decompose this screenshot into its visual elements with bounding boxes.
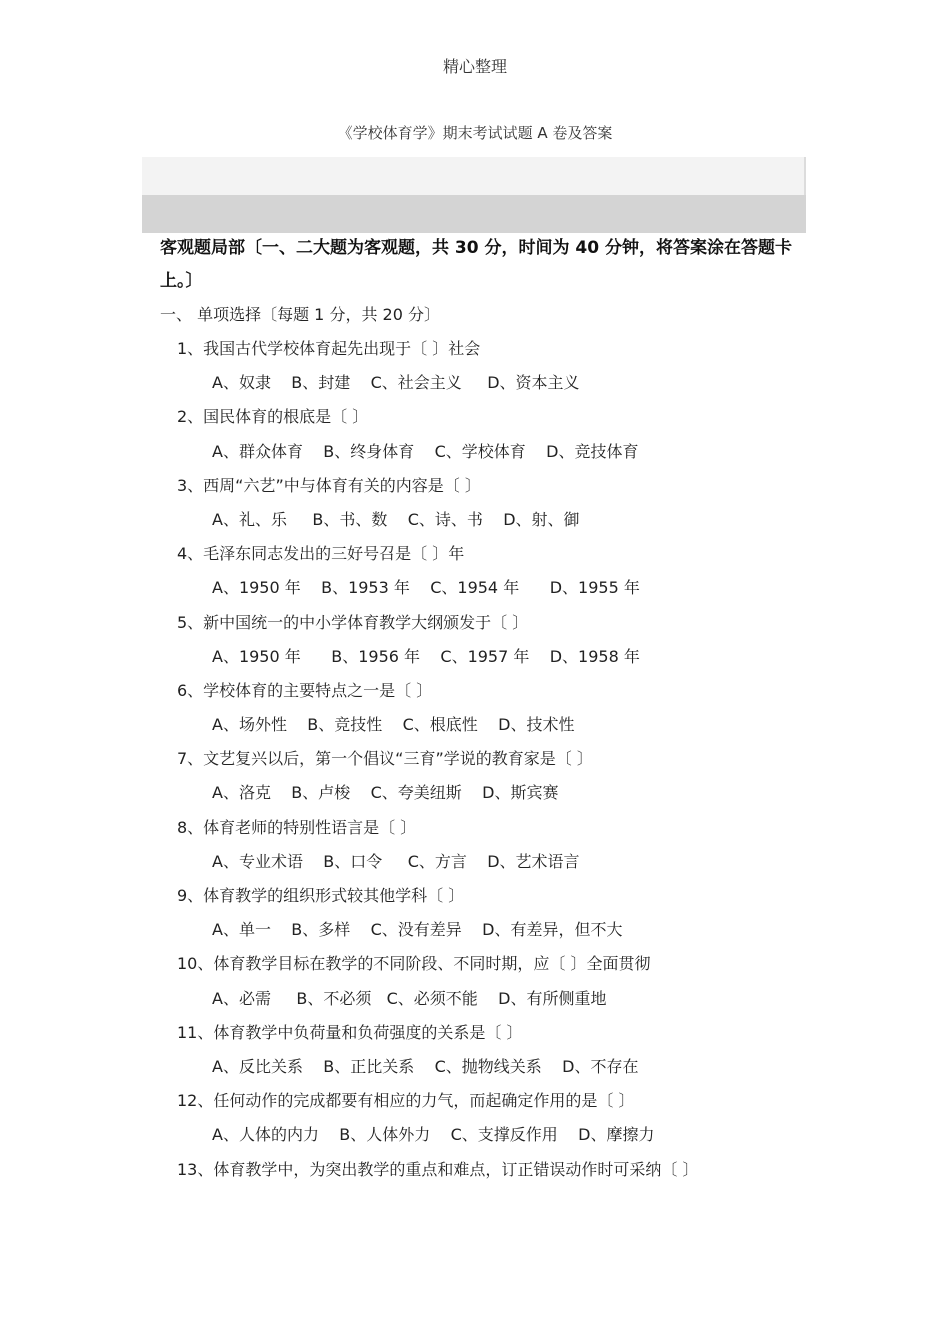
question-options: A、场外性 B、竞技性 C、根底性 D、技术性	[212, 715, 575, 735]
question-7	[160, 745, 820, 813]
score-table	[142, 157, 806, 233]
question-11	[160, 1019, 820, 1087]
question-options: A、反比关系 B、正比关系 C、抛物线关系 D、不存在	[212, 1056, 639, 1076]
question-3	[160, 472, 820, 540]
question-stem: 6、学校体育的主要特点之一是〔 〕	[177, 680, 433, 700]
question-9	[160, 882, 820, 950]
question-13	[160, 1156, 820, 1190]
question-stem: 8、体育老师的特别性语言是〔 〕	[177, 817, 417, 837]
question-options: A、奴隶 B、封建 C、社会主义 D、资本主义	[212, 373, 580, 393]
question-stem: 12、任何动作的完成都要有相应的力气，而起确定作用的是〔 〕	[177, 1091, 635, 1111]
question-6	[160, 677, 820, 745]
question-1	[160, 335, 820, 403]
question-stem: 1、我国古代学校体育起先出现于〔 〕社会	[177, 339, 481, 358]
question-stem: 7、文艺复兴以后，第一个倡议“三育”学说的教育家是〔 〕	[177, 749, 593, 769]
question-list	[160, 335, 820, 1190]
question-stem: 5、新中国统一的中小学体育教学大纲颁发于〔 〕	[177, 612, 529, 632]
page-header-label: 精心整理	[442, 57, 507, 76]
question-stem: 10、体育教学目标在教学的不同阶段、不同时期，应〔 〕全面贯彻	[177, 954, 651, 974]
question-options: A、礼、乐 B、书、数 C、诗、书 D、射、御	[212, 509, 580, 529]
question-stem: 2、国民体育的根底是〔 〕	[177, 407, 369, 427]
section-heading-single-choice: 一、 单项选择〔每题 1 分，共 20 分〕	[160, 305, 440, 324]
question-options: A、必需 B、不必须 C、必须不能 D、有所侧重地	[212, 988, 607, 1008]
question-4	[160, 540, 820, 608]
question-stem: 11、体育教学中负荷量和负荷强度的关系是〔 〕	[177, 1022, 523, 1042]
question-10	[160, 950, 820, 1018]
score-table-row-top	[142, 157, 806, 195]
question-stem: 9、体育教学的组织形式较其他学科〔 〕	[177, 886, 465, 905]
question-5	[160, 609, 820, 677]
objective-section-note: 客观题局部〔一、二大题为客观题，共 30 分，时间为 40 分钟，将答案涂在答题卡上。〕	[160, 238, 792, 291]
document-title: 《学校体育学》期末考试试题 A 卷及答案	[337, 124, 613, 142]
question-options: A、1950 年 B、1953 年 C、1954 年 D、1955 年	[212, 578, 640, 598]
question-2	[160, 403, 820, 471]
question-options: A、人体的内力 B、人体外力 C、支撑反作用 D、摩擦力	[212, 1125, 655, 1145]
question-options: A、单一 B、多样 C、没有差异 D、有差异，但不大	[212, 920, 623, 940]
question-12	[160, 1087, 820, 1155]
question-stem: 3、西周“六艺”中与体育有关的内容是〔 〕	[177, 475, 481, 495]
question-options: A、群众体育 B、终身体育 C、学校体育 D、竞技体育	[212, 441, 639, 461]
question-stem: 4、毛泽东同志发出的三好号召是〔 〕年	[177, 544, 465, 564]
question-options: A、专业术语 B、口令 C、方言 D、艺术语言	[212, 851, 580, 871]
question-options: A、洛克 B、卢梭 C、夸美纽斯 D、斯宾赛	[212, 783, 559, 803]
question-options: A、1950 年 B、1956 年 C、1957 年 D、1958 年	[212, 646, 640, 666]
score-table-row-bottom	[142, 195, 806, 233]
question-8	[160, 814, 820, 882]
question-stem: 13、体育教学中，为突出教学的重点和难点，订正错误动作时可采纳〔 〕	[177, 1159, 699, 1179]
